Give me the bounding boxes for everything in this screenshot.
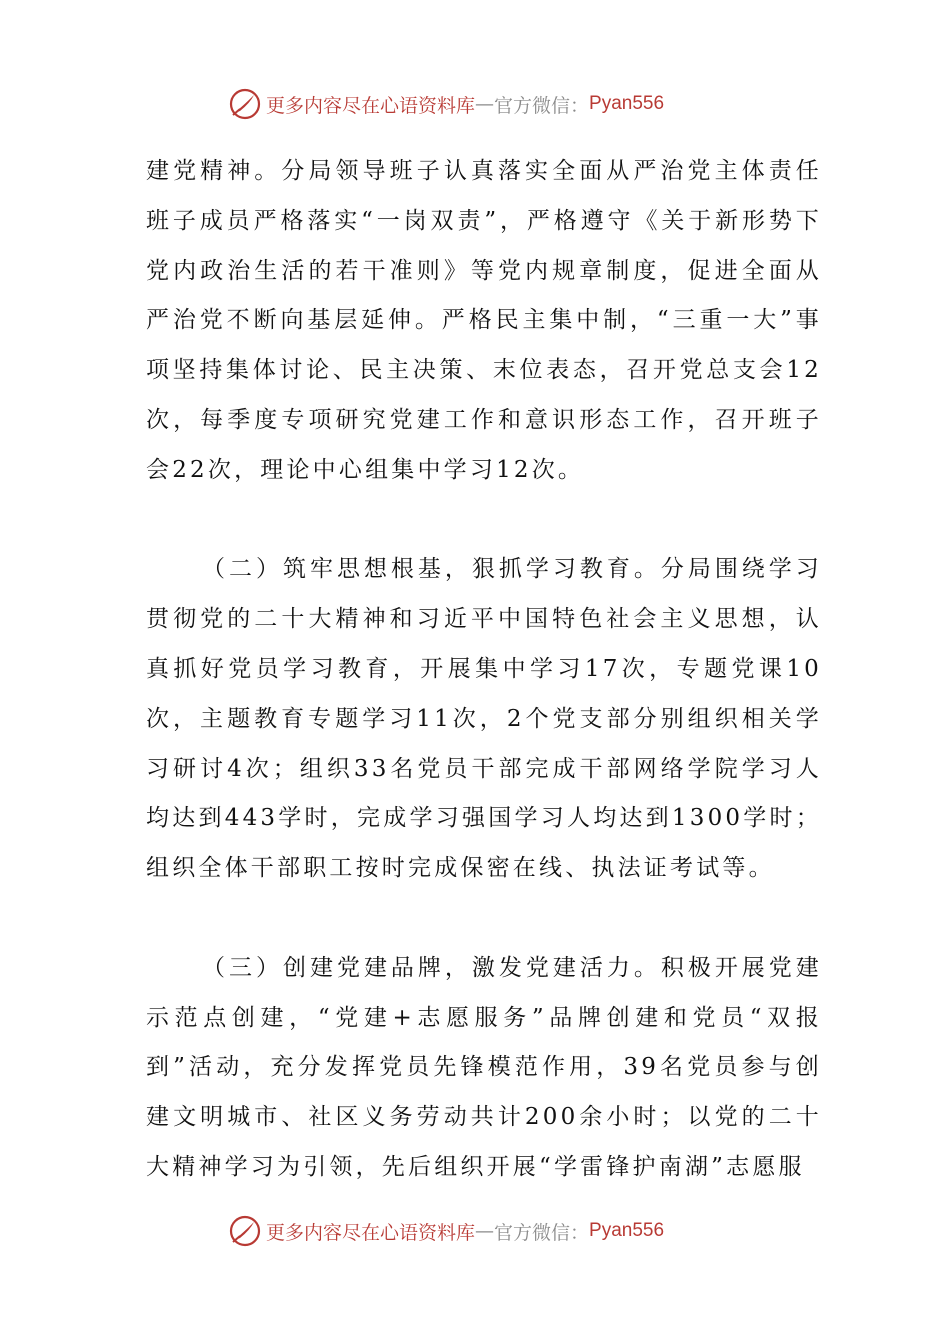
watermark-official-label: 官方微信： — [494, 1221, 590, 1244]
paragraph-study-education: （二）筑牢思想根基，狠抓学习教育。分局围绕学习贯彻党的二十大精神和习近平中国特色社会主义思想，认真抓好党员学习教育，开展集中学习17次，专题党课10次，主题教育专题学习11次，2个党支部分别组织相关学习研讨4次；组织33名党员干部完成干部网络学院学习人均达到443学时，完成学习强国学习人均达到1300学时；组织全体干部职工按时完成保密在线、执法证考试等。 — [146, 556, 822, 882]
quill-pen-logo-icon — [228, 87, 262, 121]
footer-watermark — [228, 1211, 664, 1251]
paragraph-gap — [146, 496, 822, 546]
document-body — [146, 147, 822, 1193]
watermark-separator: — — [475, 1220, 495, 1242]
watermark-wechat-id: Pyan556 — [589, 1220, 665, 1241]
quill-pen-logo-icon — [228, 1214, 262, 1248]
watermark-official-label: 官方微信： — [494, 94, 590, 117]
watermark-site-text: 更多内容尽在心语资料库 — [266, 94, 476, 117]
paragraph-gap — [146, 894, 822, 944]
watermark-wechat-id: Pyan556 — [589, 93, 665, 114]
paragraph-party-brand: （三）创建党建品牌，激发党建活力。积极开展党建示范点创建，“党建+志愿服务”品牌创建和党员“双报到”活动，充分发挥党员先锋模范作用，39名党员参与创建文明城市、社区义务劳动共计200余小时；以党的二十大精神学习为引领，先后组织开展“学雷锋护南湖”志愿服 — [146, 954, 822, 1180]
watermark-site-text: 更多内容尽在心语资料库 — [266, 1221, 476, 1244]
watermark-separator: — — [475, 93, 495, 115]
header-watermark — [228, 84, 664, 124]
paragraph-party-spirit: 建党精神。分局领导班子认真落实全面从严治党主体责任班子成员严格落实“一岗双责”，严格遵守《关于新形势下党内政治生活的若干准则》等党内规章制度，促进全面从严治党不断向基层延伸。严格民主集中制，“三重一大”事项坚持集体讨论、民主决策、末位表态，召开党总支会12次，每季度专项研究党建工作和意识形态工作，召开班子会22次，理论中心组集中学习12次。 — [146, 158, 822, 483]
